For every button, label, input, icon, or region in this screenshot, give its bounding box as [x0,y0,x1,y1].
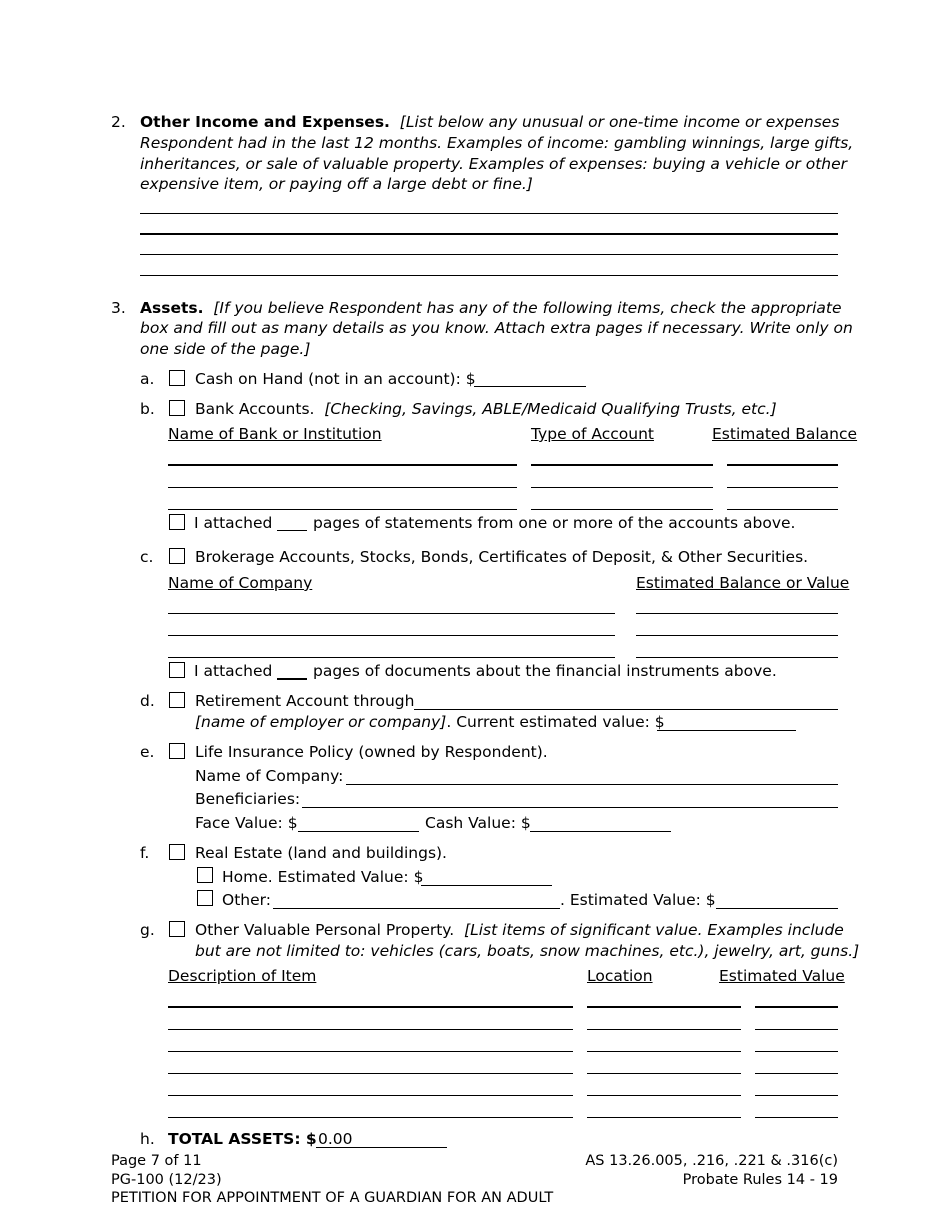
brokerage-attached-label: I attached [194,662,273,680]
retirement-value-field[interactable] [657,730,796,731]
section-2-instruction-2: Respondent had in the last 12 months. Examples of income: gambling winnings, large gifts, [140,134,854,152]
footer-form-number: PG-100 (12/23) [111,1172,222,1188]
personal-property-note-1: [List items of significant value. Examples include [464,921,844,939]
footer-rules: Probate Rules 14 - 19 [682,1172,838,1188]
face-value-label: Face Value: $ [195,814,298,832]
item-h-letter: h. [140,1130,155,1148]
personal-property-checkbox[interactable] [169,921,185,937]
bank-row-1-type[interactable] [531,464,713,466]
property-row-2-location[interactable] [587,1029,741,1030]
cash-label: Cash on Hand (not in an account): $ [195,370,476,388]
total-assets-label: TOTAL ASSETS: $ [168,1130,317,1148]
item-e-letter: e. [140,743,155,761]
property-row-6-location[interactable] [587,1117,741,1118]
retirement-checkbox[interactable] [169,692,185,708]
property-row-5-description[interactable] [168,1095,573,1096]
section-3-instruction-3: one side of the page.] [140,340,311,358]
footer-form-title: PETITION FOR APPOINTMENT OF A GUARDIAN FOR AN ADULT [111,1190,554,1206]
brokerage-row-1-company[interactable] [168,613,615,614]
bank-row-2-name[interactable] [168,487,517,488]
brokerage-row-2-value[interactable] [636,635,838,636]
property-row-4-value[interactable] [755,1073,838,1074]
bank-accounts-label: Bank Accounts. [195,400,315,418]
property-row-6-value[interactable] [755,1117,838,1118]
item-d-letter: d. [140,692,155,710]
item-b-letter: b. [140,400,155,418]
bank-attached-checkbox[interactable] [169,514,185,530]
property-row-2-value[interactable] [755,1029,838,1030]
property-row-3-location[interactable] [587,1051,741,1052]
property-row-1-description[interactable] [168,1006,573,1008]
bank-col-type-header: Type of Account [531,425,654,443]
brokerage-row-3-company[interactable] [168,657,615,658]
bank-col-name-header: Name of Bank or Institution [168,425,382,443]
brokerage-attached-checkbox[interactable] [169,662,185,678]
other-real-estate-value-field[interactable] [716,908,838,909]
personal-property-label-row [195,920,844,940]
brokerage-row-2-company[interactable] [168,635,615,636]
real-estate-label: Real Estate (land and buildings). [195,844,447,862]
section-2-instruction-3: inheritances, or sale of valuable property. Examples of expenses: buying a vehicle or other [140,155,848,173]
footer-statute: AS 13.26.005, .216, .221 & .316(c) [585,1153,838,1169]
bank-accounts-note: [Checking, Savings, ABLE/Medicaid Qualifying Trusts, etc.] [324,400,777,418]
bank-row-2-balance[interactable] [727,487,838,488]
life-insurance-company-label: Name of Company: [195,767,344,785]
property-row-3-description[interactable] [168,1051,573,1052]
brokerage-attached-pages-field[interactable] [277,678,307,680]
property-row-2-description[interactable] [168,1029,573,1030]
income-line-3[interactable] [140,254,838,255]
total-assets-field-line [316,1147,447,1148]
retirement-employer-field[interactable] [414,709,838,710]
property-row-4-location[interactable] [587,1073,741,1074]
brokerage-col-company-header: Name of Company [168,574,313,592]
face-value-field[interactable] [298,831,419,832]
property-col-description-header: Description of Item [168,967,317,985]
cash-value-label: Cash Value: $ [425,814,531,832]
brokerage-attached-text: pages of documents about the financial instruments above. [313,662,777,680]
home-checkbox[interactable] [197,867,213,883]
bank-row-3-type[interactable] [531,509,713,510]
bank-attached-pages-field[interactable] [277,530,307,531]
personal-property-note-2: but are not limited to: vehicles (cars, boats, snow machines, etc.), jewelry, art, guns.] [195,942,860,960]
property-col-location-header: Location [587,967,653,985]
property-row-3-value[interactable] [755,1051,838,1052]
footer-page-number: Page 7 of 11 [111,1153,202,1169]
personal-property-label: Other Valuable Personal Property. [195,921,455,939]
section-2-instruction-1: [List below any unusual or one-time income or expenses [399,113,840,131]
other-real-estate-checkbox[interactable] [197,890,213,906]
cash-value-field[interactable] [530,831,671,832]
section-3-number: 3. [111,299,126,317]
bank-accounts-label-row [195,399,777,419]
bank-accounts-checkbox[interactable] [169,400,185,416]
income-line-2[interactable] [140,233,838,235]
bank-row-1-name[interactable] [168,464,517,466]
section-2-heading [140,112,839,132]
section-3-heading [140,298,842,318]
section-2-instruction-4: expensive item, or paying off a large debt or fine.] [140,175,533,193]
brokerage-checkbox[interactable] [169,548,185,564]
other-real-estate-description-field[interactable] [273,908,560,909]
item-c-letter: c. [140,548,154,566]
brokerage-row-1-value[interactable] [636,613,838,614]
retirement-value-row [195,712,665,732]
bank-attached-text: pages of statements from one or more of the accounts above. [313,514,796,532]
bank-row-1-balance[interactable] [727,464,838,466]
property-row-4-description[interactable] [168,1073,573,1074]
other-real-estate-value-label: . Estimated Value: $ [560,891,716,909]
cash-value-field[interactable] [474,386,586,387]
section-2-title: Other Income and Expenses. [140,113,390,131]
retirement-label: Retirement Account through [195,692,415,710]
income-line-1[interactable] [140,213,838,214]
section-3-title: Assets. [140,299,204,317]
income-line-4[interactable] [140,275,838,276]
section-3-instruction-2: box and fill out as many details as you know. Attach extra pages if necessary. Write only on [140,319,853,337]
section-3-instruction-1: [If you believe Respondent has any of the following items, check the appropriate [213,299,842,317]
bank-row-3-balance[interactable] [727,509,838,510]
property-row-1-value[interactable] [755,1006,838,1008]
bank-attached-label: I attached [194,514,273,532]
bank-row-3-name[interactable] [168,509,517,510]
other-real-estate-label: Other: [222,891,271,909]
brokerage-label: Brokerage Accounts, Stocks, Bonds, Certificates of Deposit, & Other Securities. [195,548,809,566]
life-insurance-checkbox[interactable] [169,743,185,759]
cash-checkbox[interactable] [169,370,185,386]
property-row-6-description[interactable] [168,1117,573,1118]
brokerage-row-3-value[interactable] [636,657,838,658]
life-insurance-beneficiaries-label: Beneficiaries: [195,790,301,808]
item-f-letter: f. [140,844,150,862]
life-insurance-beneficiaries-field[interactable] [302,807,838,808]
bank-col-balance-header: Estimated Balance [712,425,858,443]
retirement-value-label: . Current estimated value: $ [446,713,665,731]
bank-row-2-type[interactable] [531,487,713,488]
home-value-field[interactable] [421,885,552,886]
property-row-5-location[interactable] [587,1095,741,1096]
section-2-number: 2. [111,113,126,131]
brokerage-col-balance-header: Estimated Balance or Value [636,574,850,592]
total-assets-value[interactable]: 0.00 [318,1130,353,1148]
life-insurance-company-field[interactable] [346,784,838,785]
retirement-employer-note: [name of employer or company] [195,713,447,731]
life-insurance-label: Life Insurance Policy (owned by Respondent). [195,743,548,761]
property-col-value-header: Estimated Value [719,967,845,985]
property-row-1-location[interactable] [587,1006,741,1008]
home-label: Home. Estimated Value: $ [222,868,424,886]
property-row-5-value[interactable] [755,1095,838,1096]
item-g-letter: g. [140,921,155,939]
item-a-letter: a. [140,370,155,388]
real-estate-checkbox[interactable] [169,844,185,860]
